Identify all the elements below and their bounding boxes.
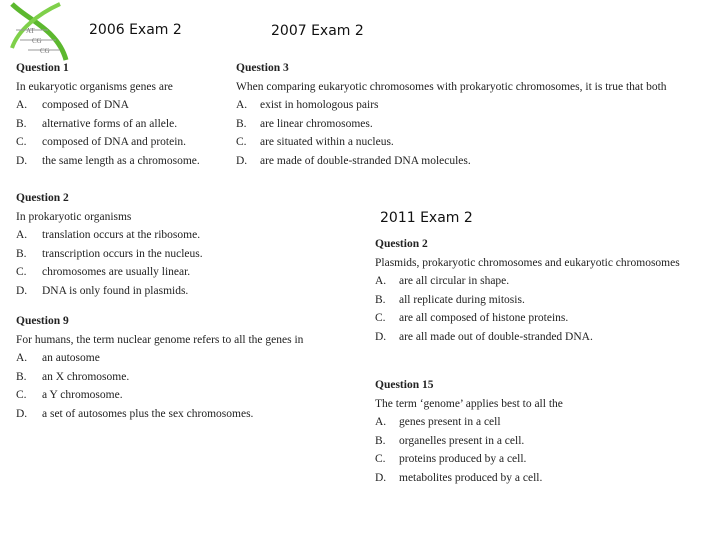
option-letter: A. [16,352,28,365]
answer-option [375,328,680,347]
answer-option [16,386,303,405]
answer-option [16,405,303,424]
question-stem: In prokaryotic organisms [16,210,132,223]
option-letter: D. [16,154,28,167]
answer-option [375,291,680,310]
option-text: are made of double-stranded DNA molecules. [260,154,471,167]
option-letter: A. [375,275,387,288]
option-text: an X chromosome. [42,370,130,383]
option-letter: B. [375,434,386,447]
question-q2006-1 [16,59,200,171]
answer-option [16,245,203,264]
option-letter: C. [16,136,27,149]
option-text: are linear chromosomes. [260,117,373,130]
answer-option [375,450,563,469]
answer-option [236,133,667,152]
answer-option [16,349,303,368]
option-text: chromosomes are usually linear. [42,266,191,279]
answer-option [16,263,203,282]
question-stem: In eukaryotic organisms genes are [16,80,173,93]
option-text: DNA is only found in plasmids. [42,284,189,297]
title-2006-exam: 2006 Exam 2 [89,22,182,38]
option-letter: C. [16,266,27,279]
option-text: are all circular in shape. [399,275,510,288]
option-letter: D. [16,284,28,297]
question-heading: Question 9 [16,315,69,327]
option-letter: B. [16,117,27,130]
answer-option [375,272,680,291]
question-q2007-3 [236,59,667,171]
option-text: exist in homologous pairs [260,99,379,112]
answer-option [236,115,667,134]
option-text: all replicate during mitosis. [399,293,525,306]
answer-option [236,152,667,171]
option-text: a Y chromosome. [42,389,123,402]
answer-option [375,469,563,488]
question-heading: Question 2 [375,238,428,250]
option-text: proteins produced by a cell. [399,453,527,466]
title-2007-exam: 2007 Exam 2 [271,23,364,39]
question-heading: Question 2 [16,192,69,204]
answer-option [16,115,200,134]
title-2011-exam: 2011 Exam 2 [380,210,473,226]
option-letter: A. [16,99,28,112]
answer-option [16,368,303,387]
question-stem: For humans, the term nuclear genome refers to all the genes in [16,333,304,346]
option-text: a set of autosomes plus the sex chromosomes. [42,407,254,420]
option-letter: B. [16,247,27,260]
answer-option [375,413,563,432]
option-letter: C. [375,453,386,466]
option-text: translation occurs at the ribosome. [42,229,201,242]
option-letter: B. [375,293,386,306]
option-letter: B. [16,370,27,383]
answer-option [16,282,203,301]
option-text: are all composed of histone proteins. [399,312,569,325]
option-text: composed of DNA and protein. [42,136,187,149]
question-stem: When comparing eukaryotic chromosomes with prokaryotic chromosomes, it is true that both [236,80,667,93]
question-stem: The term ‘genome’ applies best to all the [375,397,563,410]
svg-text:AT: AT [26,27,35,35]
option-letter: C. [375,312,386,325]
option-letter: D. [236,154,248,167]
svg-text:CG: CG [40,47,50,55]
option-text: transcription occurs in the nucleus. [42,247,203,260]
question-stem: Plasmids, prokaryotic chromosomes and eukaryotic chromosomes [375,256,680,269]
option-text: are all made out of double-stranded DNA. [399,330,593,343]
answer-option [16,96,200,115]
option-text: alternative forms of an allele. [42,117,178,130]
answer-option [16,133,200,152]
option-text: composed of DNA [42,99,129,112]
option-letter: A. [236,99,248,112]
option-letter: D. [375,330,387,343]
option-text: the same length as a chromosome. [42,154,200,167]
answer-option [375,432,563,451]
question-q2006-9 [16,312,303,424]
question-heading: Question 15 [375,379,434,391]
answer-option [16,152,200,171]
option-text: an autosome [42,352,100,365]
question-q2011-2 [375,235,680,347]
question-heading: Question 1 [16,62,69,74]
svg-text:CG: CG [32,37,42,45]
option-letter: D. [375,471,387,484]
option-letter: D. [16,407,28,420]
answer-option [16,226,203,245]
question-q2011-15 [375,376,563,488]
option-letter: A. [375,416,387,429]
question-q2006-2 [16,189,203,301]
option-letter: C. [16,389,27,402]
option-text: genes present in a cell [399,416,501,429]
option-text: are situated within a nucleus. [260,136,394,149]
option-letter: C. [236,136,247,149]
answer-option [236,96,667,115]
dna-helix-logo [8,0,72,62]
option-letter: A. [16,229,28,242]
option-text: organelles present in a cell. [399,434,525,447]
option-text: metabolites produced by a cell. [399,471,543,484]
option-letter: B. [236,117,247,130]
answer-option [375,309,680,328]
question-heading: Question 3 [236,62,289,74]
